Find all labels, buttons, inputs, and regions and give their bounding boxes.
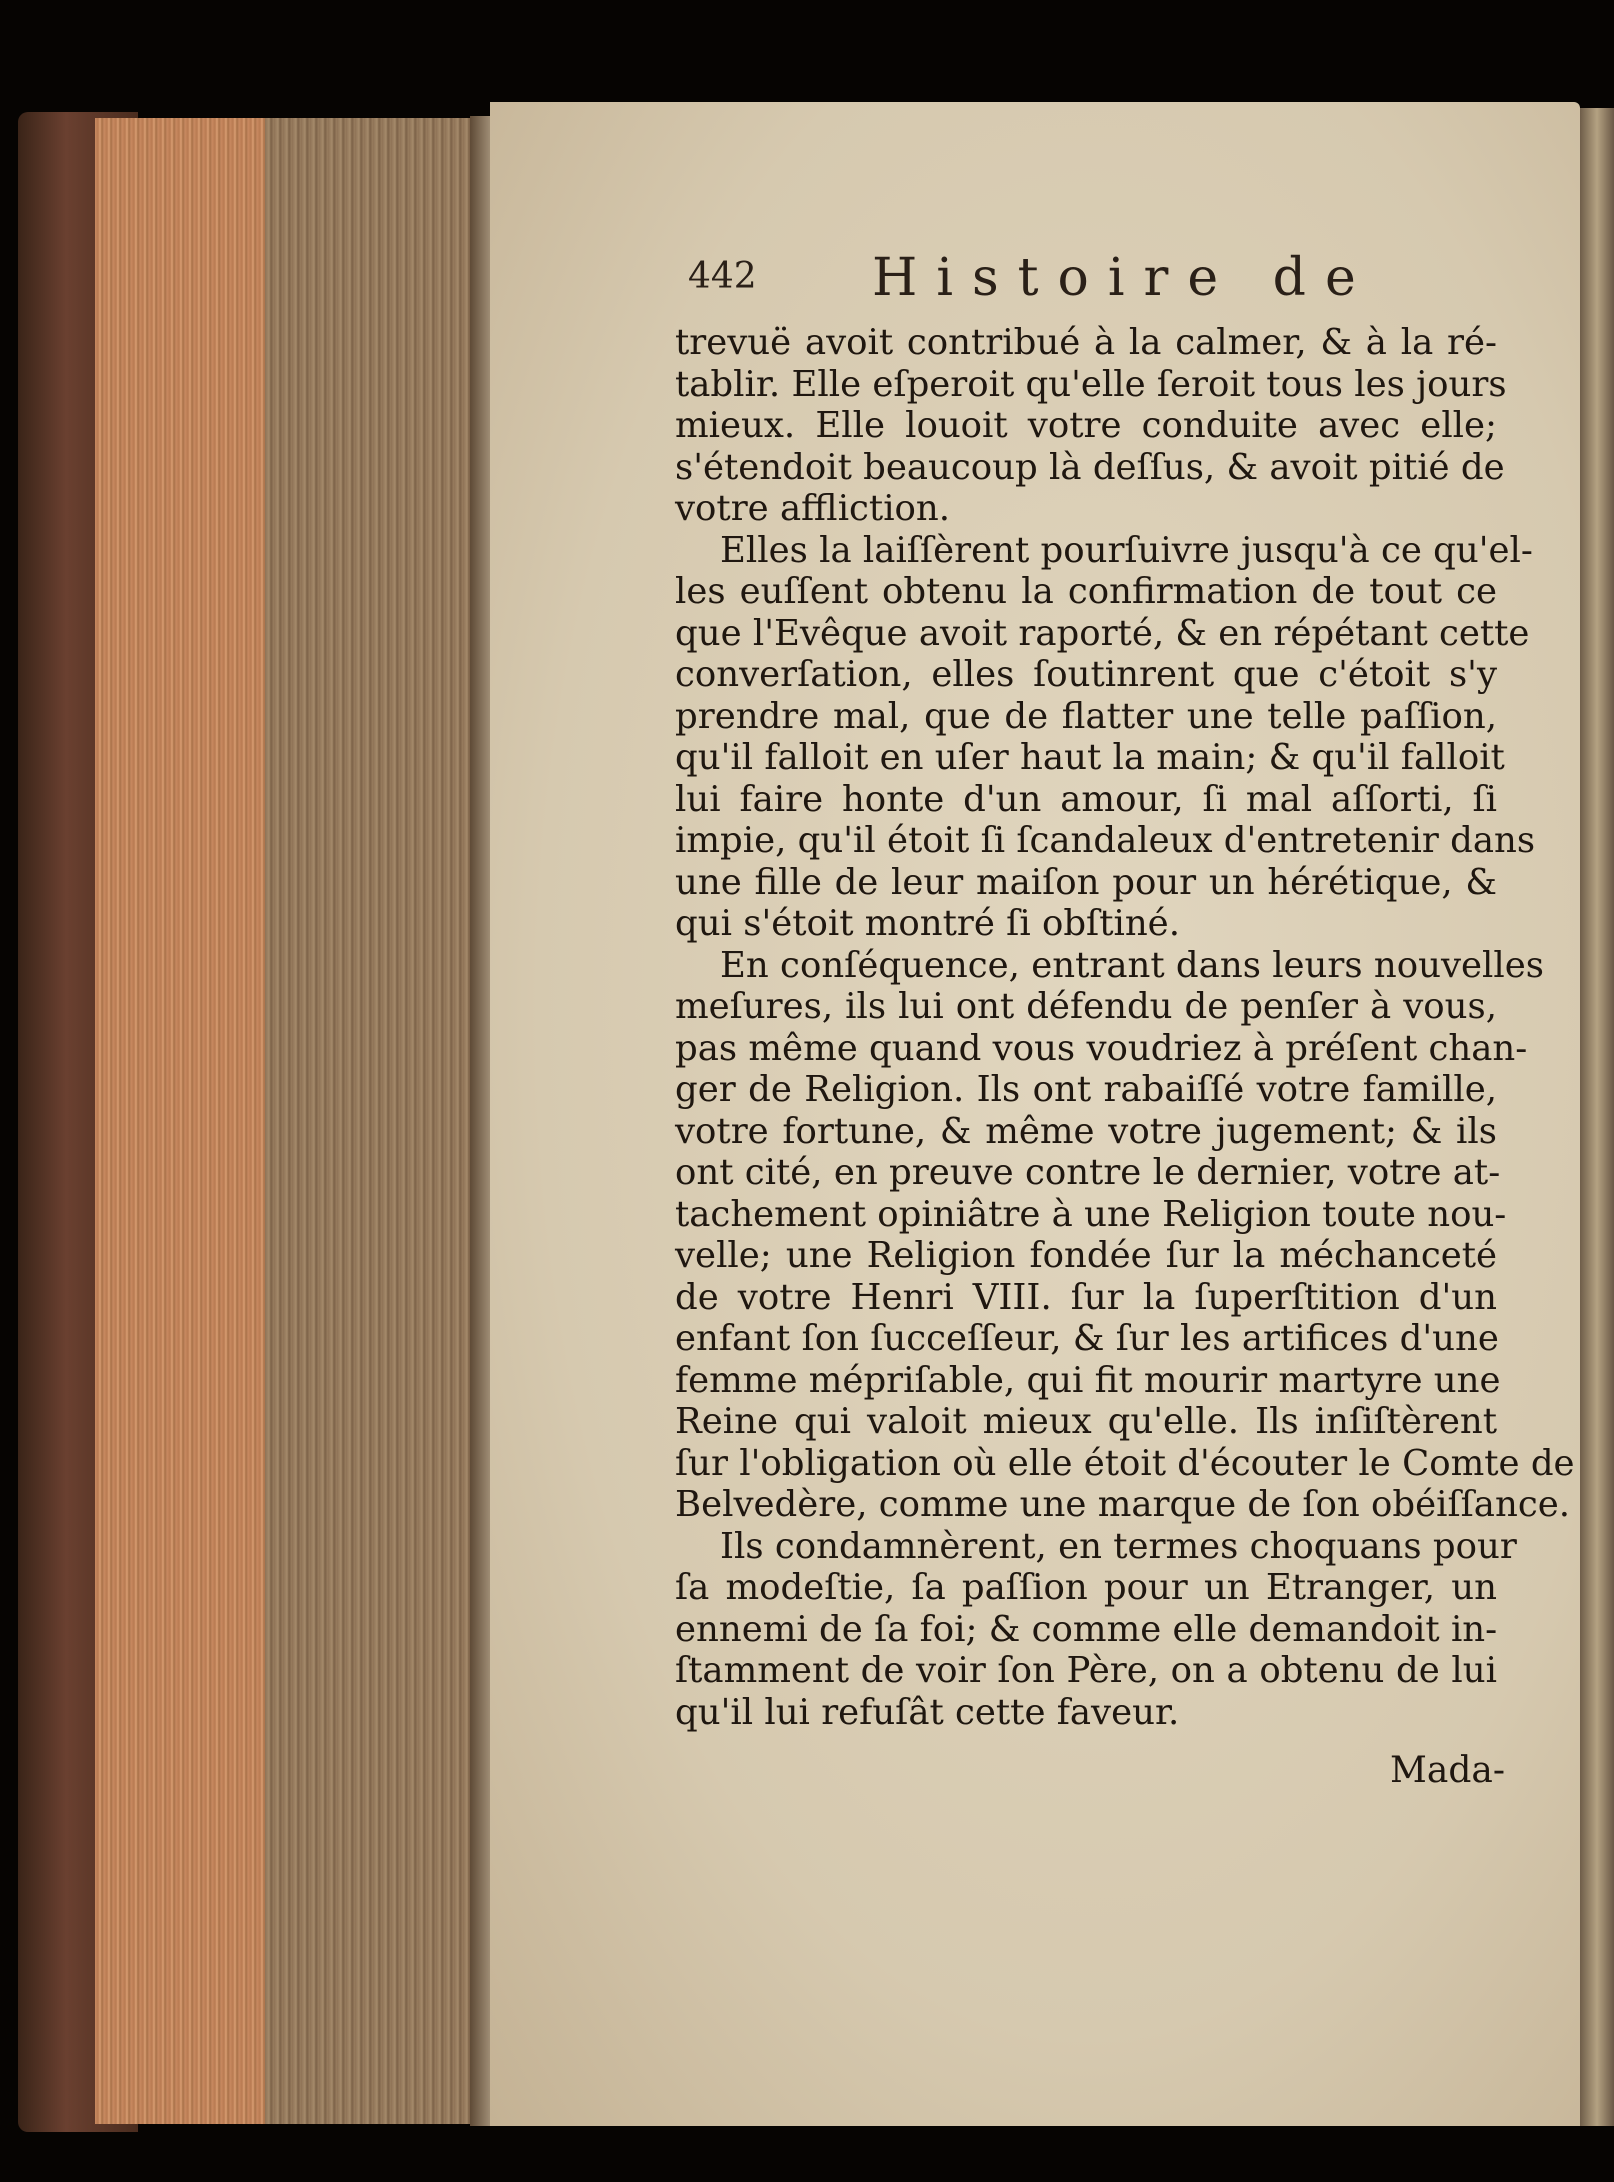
text-line: une fille de leur maiſon pour un hérétique, & [675, 861, 1497, 903]
text-line: votre fortune, & même votre jugement; & ils [675, 1110, 1497, 1152]
text-line: de votre Henri VIII. ſur la ſuperſtition d'un [675, 1276, 1497, 1318]
text-line: qu'il lui refuſât cette faveur. [675, 1691, 1180, 1733]
body-text [675, 322, 1575, 1733]
text-line: les euſſent obtenu la confirmation de tout ce [675, 571, 1497, 612]
text-line: velle; une Religion fondée ſur la méchanceté [675, 1235, 1497, 1276]
catchword: Mada- [1390, 1750, 1505, 1791]
text-line: converſation, elles ſoutinrent que c'étoit s'y [675, 654, 1497, 695]
text-line: lui faire honte d'un amour, ſi mal aſſorti, ſi [675, 778, 1497, 820]
text-line: Reine qui valoit mieux qu'elle. Ils inſiſtèrent [675, 1401, 1497, 1442]
text-line: prendre mal, que de flatter une telle paſſion, [675, 695, 1497, 737]
text-line: qui s'étoit montré ſi obſtiné. [675, 903, 1180, 944]
text-line: impie, qu'il étoit ſi ſcandaleux d'entretenir dans [675, 820, 1536, 861]
text-line: ont cité, en preuve contre le dernier, votre at- [675, 1152, 1501, 1193]
text-line: trevuë avoit contribué à la calmer, & à la ré- [675, 322, 1497, 363]
text-line: mieux. Elle louoit votre conduite avec elle; [675, 405, 1497, 446]
text-line: ennemi de ſa foi; & comme elle demandoit in- [675, 1608, 1498, 1650]
text-line: femme mépriſable, qui fit mourir martyre une [675, 1359, 1501, 1401]
page-edges [95, 118, 475, 2124]
facing-page-edge [1576, 108, 1614, 2126]
text-line: que l'Evêque avoit raporté, & en répétant cette [675, 612, 1530, 654]
text-line: tachement opiniâtre à une Religion toute nou- [675, 1193, 1507, 1235]
text-line: ſur l'obligation où elle étoit d'écouter le Comte de [675, 1442, 1575, 1484]
text-line: ger de Religion. Ils ont rabaiſſé votre famille, [675, 1069, 1497, 1110]
text-line: votre affliction. [675, 488, 951, 529]
paragraph-start-line: Ils condamnèrent, en termes choquans pour [720, 1525, 1517, 1567]
text-line: ſa modeſtie, ſa paſſion pour un Etranger, un [675, 1567, 1497, 1608]
text-line: tablir. Elle eſperoit qu'elle ſeroit tous les jours [675, 363, 1507, 405]
paragraph-start-line: Elles la laiſſèrent pourſuivre jusqu'à ce qu'el- [720, 529, 1533, 571]
paragraph-start-line: En conſéquence, entrant dans leurs nouvelles [720, 944, 1544, 986]
text-line: pas même quand vous voudriez à préſent chan- [675, 1027, 1528, 1069]
running-title-text: Histoire de [872, 248, 1375, 308]
text-line: qu'il falloit en uſer haut la main; & qu'il falloit [675, 737, 1505, 778]
text-line: ſtamment de voir ſon Père, on a obtenu de lui [675, 1650, 1497, 1691]
page-number: 442 [688, 256, 757, 297]
text-line: s'étendoit beaucoup là deſſus, & avoit pitié de [675, 446, 1505, 488]
text-line: enfant ſon ſucceſſeur, & ſur les artifices d'une [675, 1318, 1499, 1359]
text-line: Belvedère, comme une marque de ſon obéiſſance. [675, 1484, 1570, 1525]
text-line: meſures, ils lui ont défendu de penſer à vous, [675, 986, 1497, 1027]
running-title [872, 248, 1614, 308]
